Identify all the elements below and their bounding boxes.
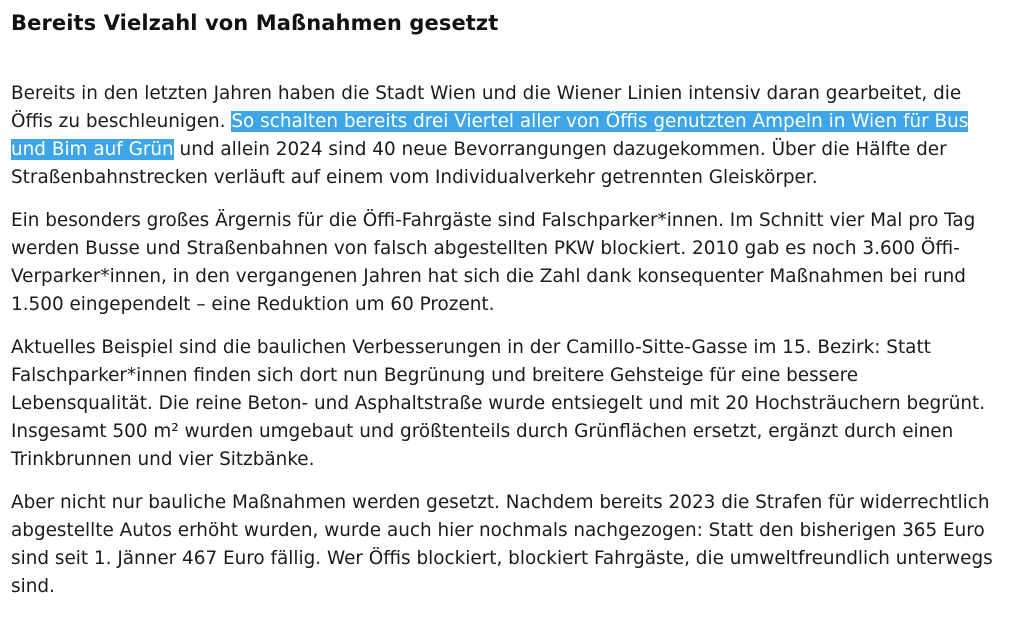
paragraph-text-after-selection: und allein 2024 sind 40 neue Bevorrangungen dazugekommen. Über die Hälfte der Straßenbahnstrecken verläuft auf einem vom Individualverkehr getrennten Gleiskörper. xyxy=(11,139,947,188)
paragraph-text-before-selection: Bereits in den letzten Jahren haben die Stadt Wien und die Wiener Linien intensiv daran gearbeitet, die Öffis zu beschleunigen. xyxy=(11,83,962,132)
text-selection-highlight[interactable]: So schalten bereits drei Viertel aller von Öffis genutzten Ampeln in Wien für Bus und Bim auf Grün xyxy=(11,111,969,160)
paragraph-camillo-sitte-gasse: Aktuelles Beispiel sind die baulichen Verbesserungen in der Camillo-Sitte-Gasse im 15. Bezirk: Statt Falschparker*innen finden sich dort nun Begrünung und breitere Gehsteige für eine bessere Lebensqualität. Die reine Beton- und Asphaltstraße wurde entsiegelt und mit 20 Hochsträuchern begrünt. Insgesamt 500 m² wurden umgebaut und größtenteils durch Grünflächen ersetzt, ergänzt durch einen Trinkbrunnen und vier Sitzbänke. xyxy=(11,337,986,470)
paragraph-fines: Aber nicht nur bauliche Maßnahmen werden gesetzt. Nachdem bereits 2023 die Strafen für widerrechtlich abgestellte Autos erhöht wurden, wurde auch hier nochmals nachgezogen: Statt den bisherigen 365 Euro sind seit 1. Jänner 467 Euro fällig. Wer Öffis blockiert, blockiert Fahrgäste, die umweltfreundlich unterwegs sind. xyxy=(11,492,993,597)
paragraph-wrong-parkers: Ein besonders großes Ärgernis für die Öffi-Fahrgäste sind Falschparker*innen. Im Schnitt vier Mal pro Tag werden Busse und Straßenbahnen von falsch abgestellten PKW blockiert. 2010 gab es noch 3.600 Öffi-Verparker*innen, in den vergangenen Jahren hat sich die Zahl dank konsequenter Maßnahmen bei rund 1.500 eingependelt – eine Reduktion um 60 Prozent. xyxy=(11,210,976,315)
section-heading: Bereits Vielzahl von Maßnahmen gesetzt xyxy=(11,11,499,35)
paragraph-public-transport-acceleration xyxy=(11,80,1005,192)
